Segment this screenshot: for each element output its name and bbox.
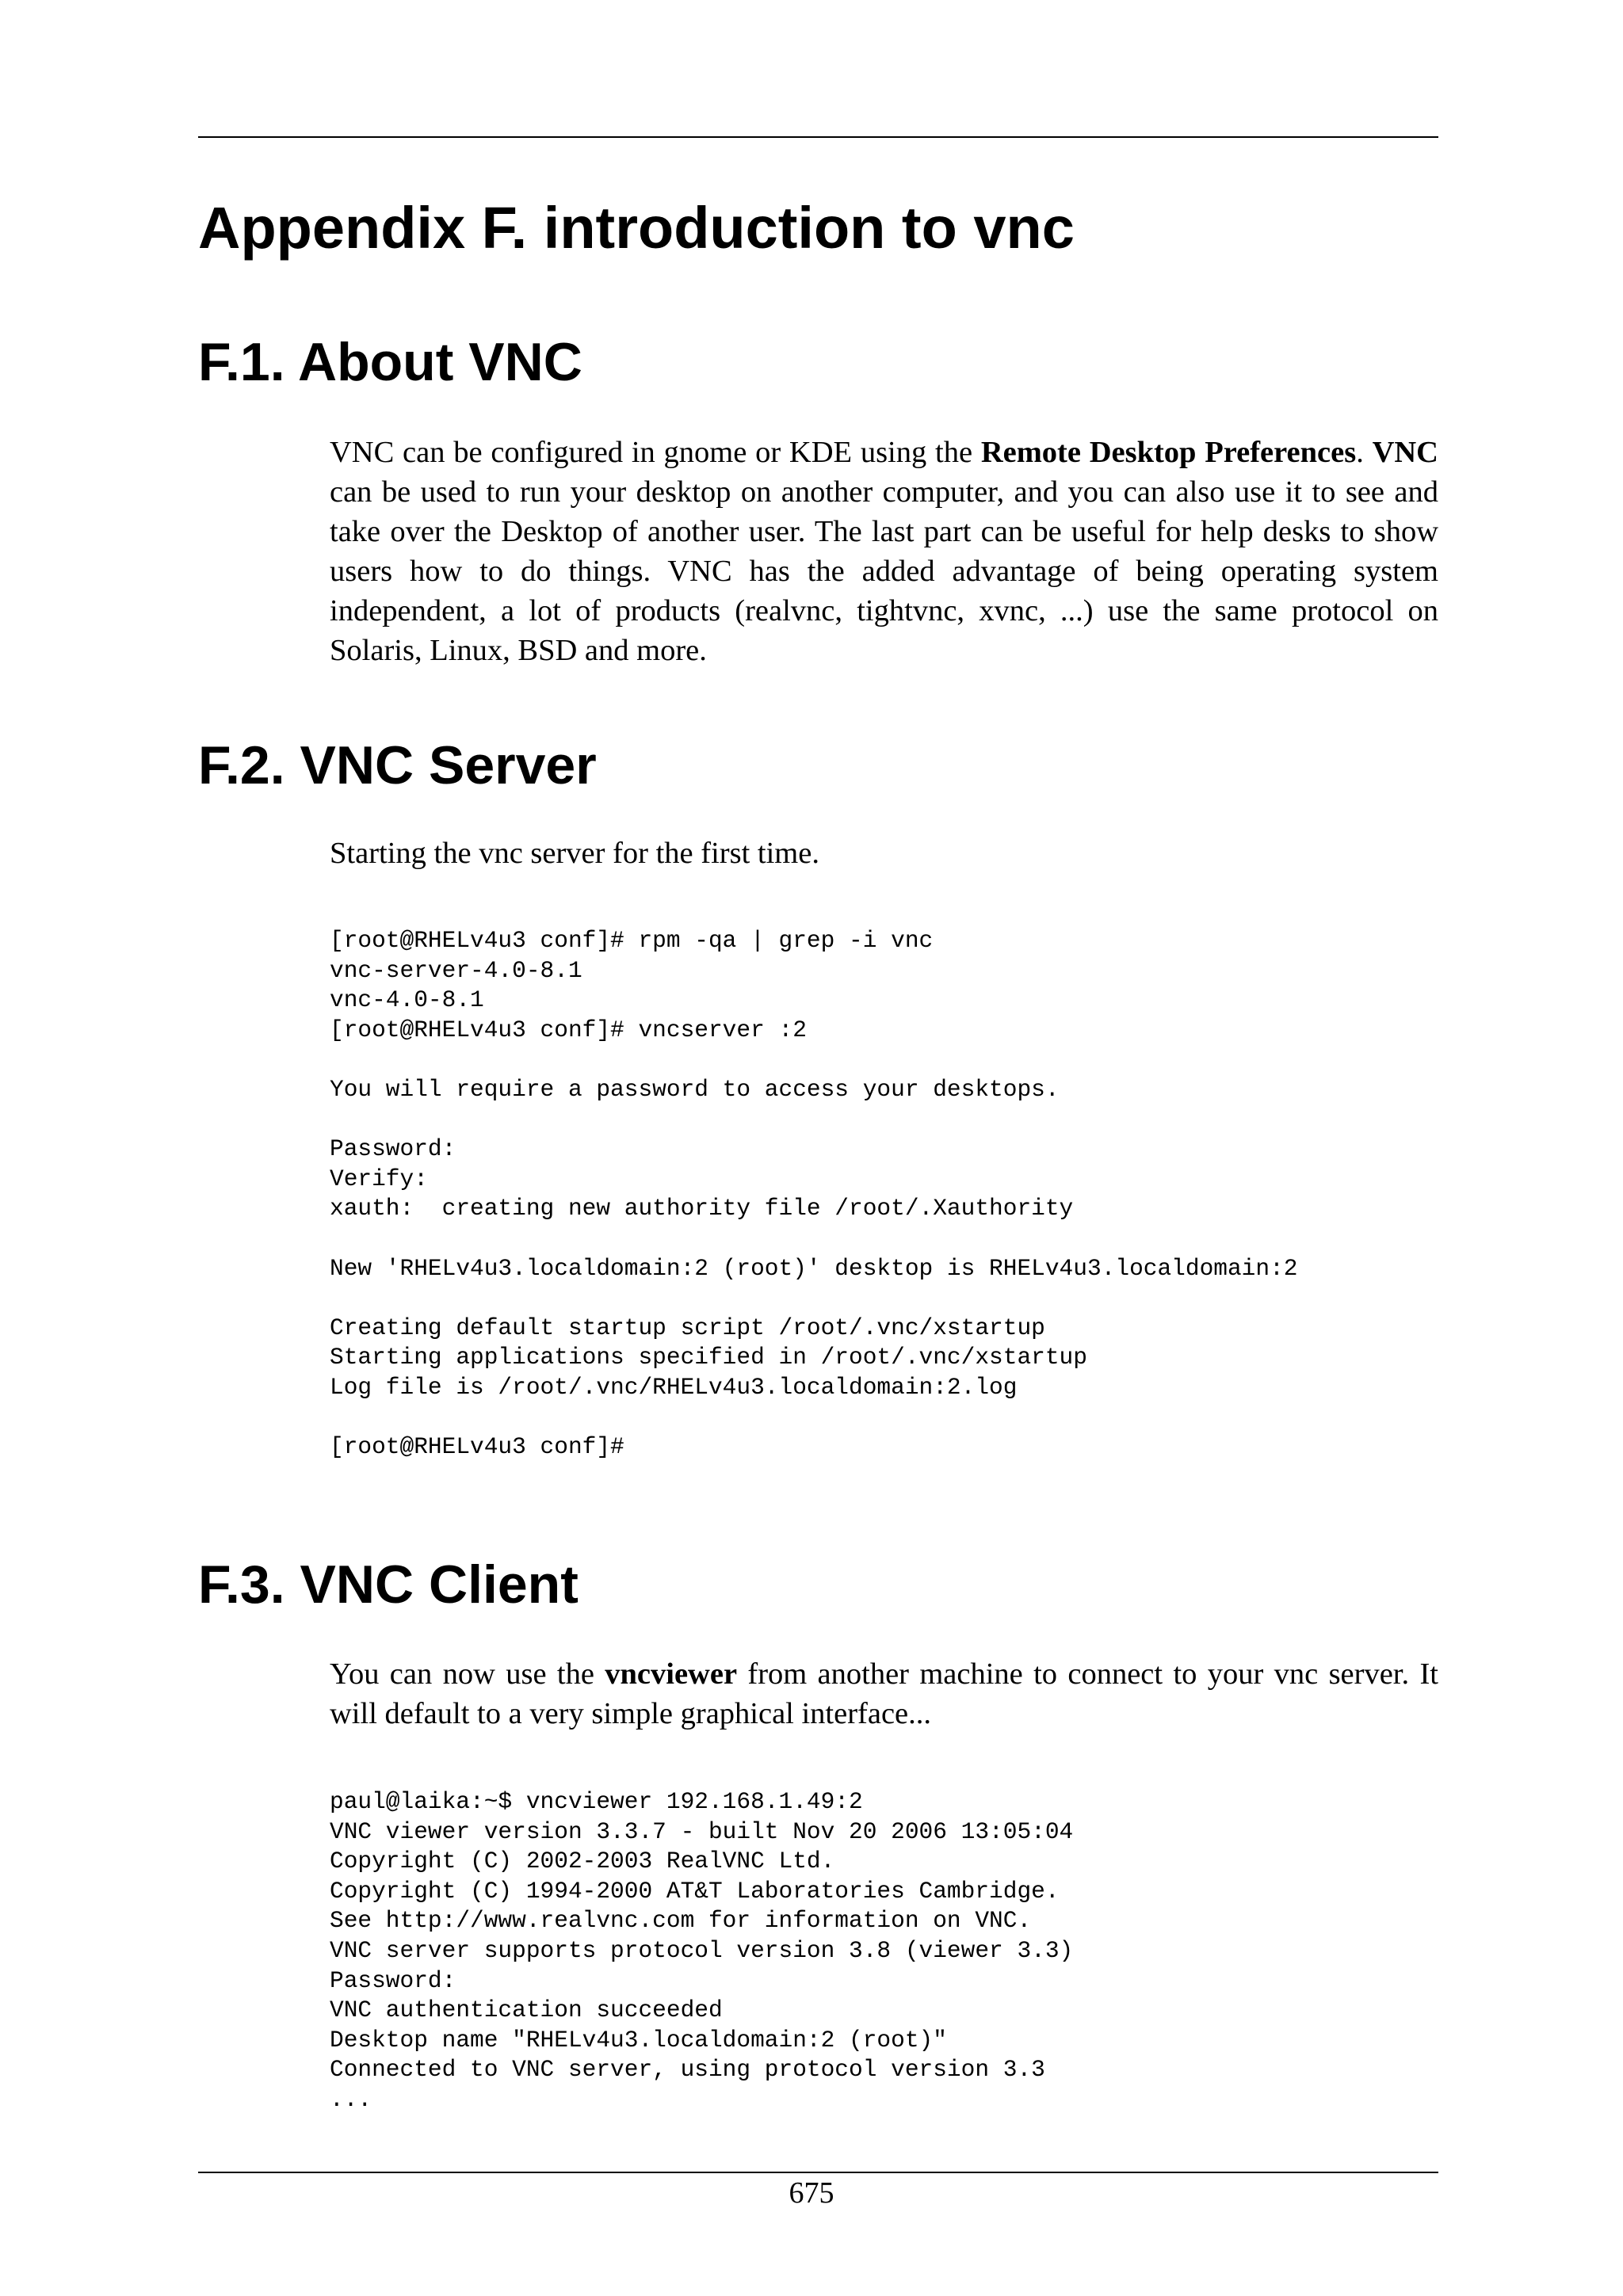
vnc-server-paragraph: Starting the vnc server for the first time.	[330, 837, 819, 870]
section-heading-about-vnc: F.1. About VNC	[198, 332, 582, 392]
section-heading-vnc-client: F.3. VNC Client	[198, 1554, 579, 1615]
header-rule	[198, 136, 1438, 138]
vnc-client-code-listing: paul@laika:~$ vncviewer 192.168.1.49:2 VNC viewer version 3.3.7 - built Nov 20 2006 13:05:04 Copyright (C) 2002-2003 RealVNC Ltd. Copyright (C) 1994-2000 AT&T Laboratories Cambridge. See http://www.realvnc.com for information on VNC. VNC server supports protocol version 3.8 (viewer 3.3) Password: VNC authentication succeeded Desktop name "RHELv4u3.localdomain:2 (root)" Connected to VNC server, using protocol version 3.3 ...	[330, 1788, 1074, 2113]
chapter-title: Appendix F. introduction to vnc	[198, 195, 1075, 261]
text-run: VNC can be configured in gnome or KDE using the	[330, 436, 981, 469]
text-run: from another machine to connect to your vnc server. It will default to a very simple graphical interface...	[330, 1657, 1438, 1730]
section-heading-vnc-server: F.2. VNC Server	[198, 735, 597, 795]
text-run: You can now use the	[330, 1657, 605, 1691]
vnc-client-paragraph	[330, 1654, 1438, 1733]
text-run: .	[1356, 436, 1373, 469]
about-vnc-paragraph	[330, 433, 1438, 670]
footer-rule	[198, 2172, 1438, 2173]
text-run: can be used to run your desktop on another computer, and you can also use it to see and take over the Desktop of another user. The last part can be useful for help desks to show users how to do things. VNC has the added advantage of being operating system independent, a lot of products (realvnc, tightvnc, xvnc, ...) use the same protocol on Solaris, Linux, BSD and more.	[330, 475, 1438, 667]
bold-term-vnc: VNC	[1372, 436, 1438, 469]
vnc-server-code-listing: [root@RHELv4u3 conf]# rpm -qa | grep -i vnc vnc-server-4.0-8.1 vnc-4.0-8.1 [root@RHELv4u3 conf]# vncserver :2 You will require a password to access your desktops. Password: Verify: xauth: creating new authority file /root/.Xauthority New 'RHELv4u3.localdomain:2 (root)' desktop is RHELv4u3.localdomain:2 Creating default startup script /root/.vnc/xstartup Starting applications specified in /root/.vnc/xstartup Log file is /root/.vnc/RHELv4u3.localdomain:2.log [root@RHELv4u3 conf]#	[330, 927, 1298, 1461]
bold-term-remote-desktop-preferences: Remote Desktop Preferences	[980, 436, 1357, 469]
bold-term-vncviewer: vncviewer	[605, 1657, 738, 1691]
page-number: 675	[789, 2176, 834, 2210]
